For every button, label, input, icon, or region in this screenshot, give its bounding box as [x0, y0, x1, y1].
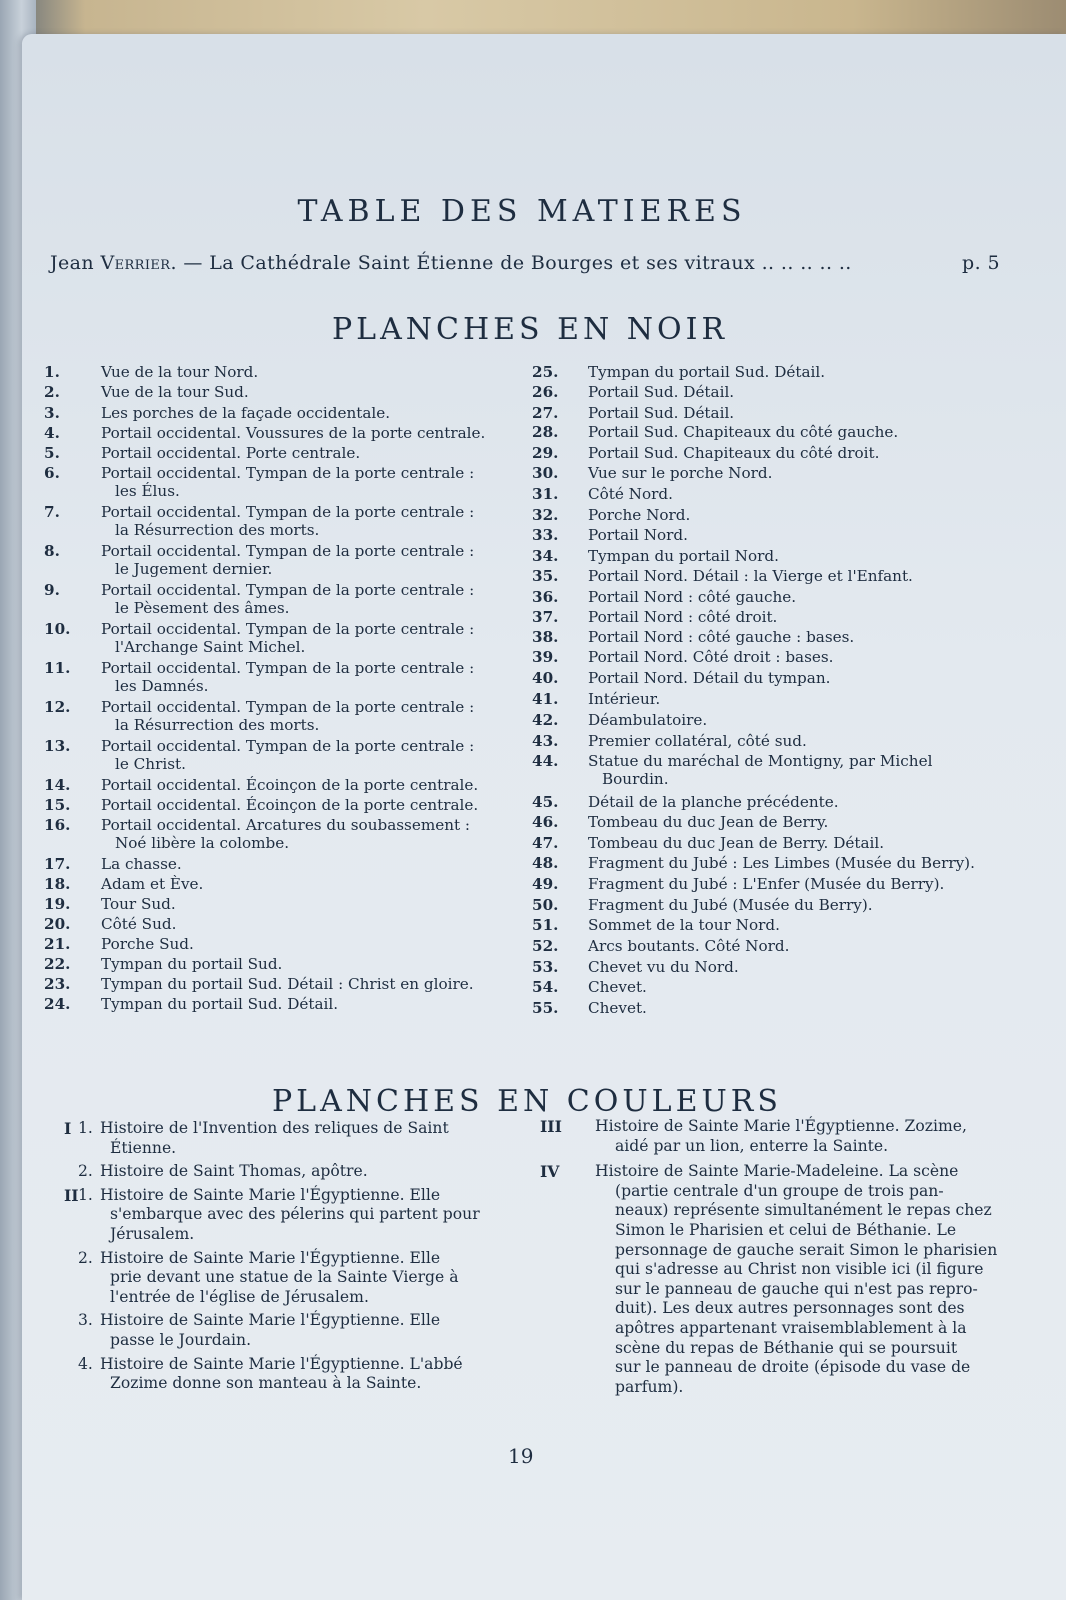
plate-caption: Fragment du Jubé (Musée du Berry).	[588, 896, 873, 914]
plate-number: 19.	[44, 895, 71, 913]
plate-caption: Vue sur le porche Nord.	[588, 464, 773, 482]
colour-plate-caption: Histoire de l'Invention des reliques de Saint	[100, 1119, 449, 1137]
plate-number: 2.	[44, 383, 60, 401]
colour-plate-caption-continued: qui s'adresse au Christ non visible ici (il figure	[615, 1260, 984, 1279]
plate-caption: Fragment du Jubé : Les Limbes (Musée du Berry).	[588, 854, 975, 872]
plate-number: 25.	[532, 363, 559, 381]
plate-caption: Sommet de la tour Nord.	[588, 916, 780, 934]
plate-caption: Tympan du portail Sud. Détail.	[588, 363, 826, 381]
plate-number: 54.	[532, 978, 559, 996]
plate-number: 48.	[532, 854, 559, 872]
plate-number: 16.	[44, 816, 71, 834]
plate-caption-continued: Noé libère la colombe.	[115, 834, 290, 852]
plate-number: 4.	[44, 424, 60, 442]
plate-number: 50.	[532, 896, 559, 914]
plate-number: 23.	[44, 975, 71, 993]
plate-number: 39.	[532, 648, 559, 666]
plate-caption: Portail occidental. Écoinçon de la porte centrale.	[101, 776, 479, 794]
plate-caption: Portail Sud. Chapiteaux du côté droit.	[588, 444, 880, 462]
plate-caption: Fragment du Jubé : L'Enfer (Musée du Berry).	[588, 875, 945, 893]
document-page	[22, 34, 1066, 1600]
colour-plate-caption: Histoire de Sainte Marie l'Égyptienne. Elle	[100, 1185, 441, 1204]
couleurs-list-left	[52, 1119, 512, 1439]
colour-plate-number: 3.	[78, 1311, 93, 1330]
plate-caption: Portail occidental. Tympan de la porte centrale :	[101, 503, 475, 521]
essay-leaders: .. .. .. .. ..	[761, 252, 852, 274]
colour-plate-caption-continued: duit). Les deux autres personnages sont des	[615, 1299, 965, 1318]
plate-caption: Premier collatéral, côté sud.	[588, 732, 807, 750]
plate-caption: Tombeau du duc Jean de Berry. Détail.	[588, 834, 885, 852]
plate-caption: Porche Sud.	[101, 935, 194, 953]
colour-plate-caption-continued: scène du repas de Béthanie qui se poursuit	[615, 1338, 958, 1357]
plate-caption: Tympan du portail Sud.	[101, 955, 283, 973]
couleurs-list-right	[540, 1117, 1010, 1437]
plate-caption: Portail Nord : côté gauche.	[588, 588, 797, 606]
plate-number: 18.	[44, 875, 71, 893]
plate-caption: Portail Sud. Détail.	[588, 383, 735, 401]
plate-caption-continued: l'Archange Saint Michel.	[115, 638, 306, 656]
colour-plate-caption-continued: l'entrée de l'église de Jérusalem.	[110, 1287, 369, 1306]
plate-caption: Portail Nord.	[588, 526, 688, 544]
plate-number: 41.	[532, 690, 559, 708]
plate-number: 37.	[532, 608, 559, 626]
plate-caption: La chasse.	[101, 855, 182, 873]
plate-number: 36.	[532, 588, 559, 606]
noir-heading: PLANCHES EN NOIR	[332, 312, 729, 347]
plate-number: 10.	[44, 620, 71, 638]
plate-caption: Portail Nord : côté gauche : bases.	[588, 628, 855, 646]
plate-number: 53.	[532, 958, 559, 976]
colour-plate-caption-continued: personnage de gauche serait Simon le pharisien	[615, 1240, 998, 1259]
plate-caption: Portail Sud. Détail.	[588, 404, 735, 422]
plate-number: 34.	[532, 547, 559, 565]
plate-caption: Portail Nord. Détail du tympan.	[588, 669, 831, 687]
plate-number: 43.	[532, 732, 559, 750]
plate-caption: Intérieur.	[588, 690, 661, 708]
plate-number: 51.	[532, 916, 559, 934]
colour-plate-number: 1.	[78, 1185, 93, 1204]
plate-caption-continued: le Christ.	[115, 755, 186, 773]
plate-number: 6.	[44, 464, 60, 482]
colour-plate-caption-continued: Jérusalem.	[110, 1225, 195, 1243]
plate-number: 52.	[532, 937, 559, 955]
plate-number: 1.	[44, 363, 60, 381]
plate-number: 20.	[44, 915, 71, 933]
colour-plate-caption-continued: neaux) représente simultanément le repas chez	[615, 1201, 992, 1220]
plate-number: 27.	[532, 404, 559, 422]
plate-caption: Côté Sud.	[101, 915, 177, 933]
plate-caption: Chevet vu du Nord.	[588, 958, 739, 976]
plate-number: 44.	[532, 752, 559, 770]
essay-title: La Cathédrale Saint Étienne de Bourges et ses vitraux	[209, 252, 756, 274]
plate-number: 32.	[532, 506, 559, 524]
plate-caption: Côté Nord.	[588, 485, 673, 503]
colour-plate-number: 1.	[78, 1119, 93, 1137]
colour-plate-caption: Histoire de Sainte Marie l'Égyptienne. L'abbé	[100, 1354, 463, 1373]
plate-number: 29.	[532, 444, 559, 462]
colour-plate-caption-continued: passe le Jourdain.	[110, 1331, 252, 1349]
plate-caption: Vue de la tour Sud.	[101, 383, 249, 401]
colour-plate-caption-continued: parfum).	[615, 1377, 684, 1396]
colour-plate-caption-continued: (partie centrale d'un groupe de trois pan-	[615, 1181, 944, 1200]
noir-list-right	[532, 363, 1032, 1043]
colour-plate-number: 2.	[78, 1162, 93, 1181]
plate-caption: Portail occidental. Arcatures du soubassement :	[101, 816, 471, 834]
colour-plate-roman: II	[64, 1185, 79, 1205]
couleurs-heading: PLANCHES EN COULEURS	[272, 1084, 782, 1119]
colour-plate-caption-continued: apôtres appartenant vraisemblablement à la	[615, 1319, 967, 1337]
plate-caption: Portail occidental. Tympan de la porte centrale :	[101, 737, 475, 755]
plate-caption: Arcs boutants. Côté Nord.	[588, 937, 790, 955]
plate-number: 49.	[532, 875, 559, 893]
plate-caption: Portail occidental. Voussures de la porte centrale.	[101, 424, 486, 442]
plate-number: 33.	[532, 526, 559, 544]
plate-caption: Tympan du portail Sud. Détail : Christ en gloire.	[101, 975, 474, 993]
plate-caption-continued: la Résurrection des morts.	[115, 716, 320, 734]
plate-caption: Portail Nord. Côté droit : bases.	[588, 648, 834, 666]
plate-number: 17.	[44, 855, 71, 873]
colour-plate-caption: Histoire de Sainte Marie l'Égyptienne. Zozime,	[595, 1117, 967, 1135]
plate-number: 7.	[44, 503, 60, 521]
plate-caption: Portail occidental. Porte centrale.	[101, 444, 361, 462]
plate-number: 31.	[532, 485, 559, 503]
plate-caption: Tour Sud.	[101, 895, 176, 913]
plate-number: 30.	[532, 464, 559, 482]
plate-number: 12.	[44, 698, 71, 716]
plate-number: 55.	[532, 999, 559, 1017]
colour-plate-roman: III	[540, 1117, 562, 1136]
essay-author-last: Verrier.	[100, 252, 177, 274]
plate-caption-continued: le Pèsement des âmes.	[115, 599, 290, 617]
colour-plate-caption-continued: Simon le Pharisien et celui de Béthanie. Le	[615, 1221, 957, 1239]
plate-caption: Portail Sud. Chapiteaux du côté gauche.	[588, 423, 899, 441]
plate-caption-continued: la Résurrection des morts.	[115, 521, 320, 539]
plate-number: 22.	[44, 955, 71, 973]
plate-caption: Portail occidental. Tympan de la porte centrale :	[101, 659, 475, 677]
page-number: 19	[508, 1444, 534, 1468]
plate-number: 13.	[44, 737, 71, 755]
plate-caption: Portail occidental. Tympan de la porte centrale :	[101, 698, 475, 716]
plate-number: 21.	[44, 935, 71, 953]
plate-number: 28.	[532, 423, 559, 441]
plate-caption: Tympan du portail Nord.	[588, 547, 779, 565]
plate-caption: Portail Nord. Détail : la Vierge et l'Enfant.	[588, 567, 913, 585]
plate-number: 8.	[44, 542, 60, 560]
colour-plate-caption-continued: aidé par un lion, enterre la Sainte.	[615, 1136, 889, 1155]
colour-plate-roman: IV	[540, 1162, 560, 1182]
plate-caption: Porche Nord.	[588, 506, 691, 524]
plate-number: 5.	[44, 444, 60, 462]
plate-number: 24.	[44, 995, 71, 1013]
essay-page-ref: p. 5	[962, 252, 1000, 274]
plate-number: 45.	[532, 793, 559, 811]
plate-caption: Tympan du portail Sud. Détail.	[101, 995, 339, 1013]
plate-caption-continued: Bourdin.	[602, 770, 669, 788]
plate-number: 15.	[44, 796, 71, 814]
plate-caption: Tombeau du duc Jean de Berry.	[588, 813, 829, 831]
colour-plate-roman: I	[64, 1119, 72, 1138]
colour-plate-caption-continued: sur le panneau de gauche qui n'est pas repro-	[615, 1279, 978, 1298]
plate-caption: Portail occidental. Tympan de la porte centrale :	[101, 542, 475, 560]
page-title: TABLE DES MATIERES	[297, 194, 747, 229]
plate-number: 11.	[44, 659, 71, 677]
plate-number: 42.	[532, 711, 559, 729]
colour-plate-caption: Histoire de Sainte Marie l'Égyptienne. Elle	[100, 1311, 441, 1330]
plate-number: 40.	[532, 669, 559, 687]
colour-plate-caption: Histoire de Sainte Marie-Madeleine. La scène	[595, 1162, 959, 1181]
essay-entry	[50, 252, 1000, 274]
plate-number: 35.	[532, 567, 559, 585]
plate-caption: Vue de la tour Nord.	[101, 363, 259, 381]
colour-plate-caption-continued: prie devant une statue de la Sainte Vierge à	[110, 1268, 459, 1287]
plate-caption: Adam et Ève.	[101, 875, 204, 893]
colour-plate-caption-continued: Étienne.	[110, 1138, 177, 1157]
plate-caption: Portail occidental. Tympan de la porte centrale :	[101, 581, 475, 599]
plate-number: 46.	[532, 813, 559, 831]
essay-separator: —	[183, 252, 203, 274]
colour-plate-number: 2.	[78, 1248, 93, 1267]
plate-caption-continued: les Damnés.	[115, 677, 209, 695]
colour-plate-caption: Histoire de Sainte Marie l'Égyptienne. Elle	[100, 1248, 441, 1267]
plate-number: 26.	[532, 383, 559, 401]
plate-caption: Portail occidental. Tympan de la porte centrale :	[101, 620, 475, 638]
colour-plate-caption-continued: sur le panneau de droite (épisode du vase de	[615, 1358, 971, 1377]
colour-plate-caption: Histoire de Saint Thomas, apôtre.	[100, 1162, 368, 1181]
plate-caption: Portail Nord : côté droit.	[588, 608, 778, 626]
plate-number: 38.	[532, 628, 559, 646]
noir-list-left	[44, 363, 504, 1043]
plate-caption-continued: le Jugement dernier.	[115, 560, 273, 578]
essay-author-first: Jean	[50, 252, 95, 274]
plate-caption: Les porches de la façade occidentale.	[101, 404, 391, 422]
plate-number: 9.	[44, 581, 60, 599]
colour-plate-caption-continued: Zozime donne son manteau à la Sainte.	[110, 1374, 422, 1393]
plate-caption: Chevet.	[588, 999, 647, 1017]
plate-caption: Déambulatoire.	[588, 711, 708, 729]
plate-number: 14.	[44, 776, 71, 794]
plate-caption-continued: les Élus.	[115, 482, 180, 500]
plate-caption: Portail occidental. Tympan de la porte centrale :	[101, 464, 475, 482]
plate-caption: Portail occidental. Écoinçon de la porte centrale.	[101, 796, 479, 814]
plate-caption: Détail de la planche précédente.	[588, 793, 839, 811]
plate-caption: Chevet.	[588, 978, 647, 996]
plate-number: 47.	[532, 834, 559, 852]
colour-plate-caption-continued: s'embarque avec des pélerins qui partent pour	[110, 1205, 480, 1224]
plate-caption: Statue du maréchal de Montigny, par Michel	[588, 752, 933, 770]
colour-plate-number: 4.	[78, 1354, 93, 1373]
plate-number: 3.	[44, 404, 60, 422]
